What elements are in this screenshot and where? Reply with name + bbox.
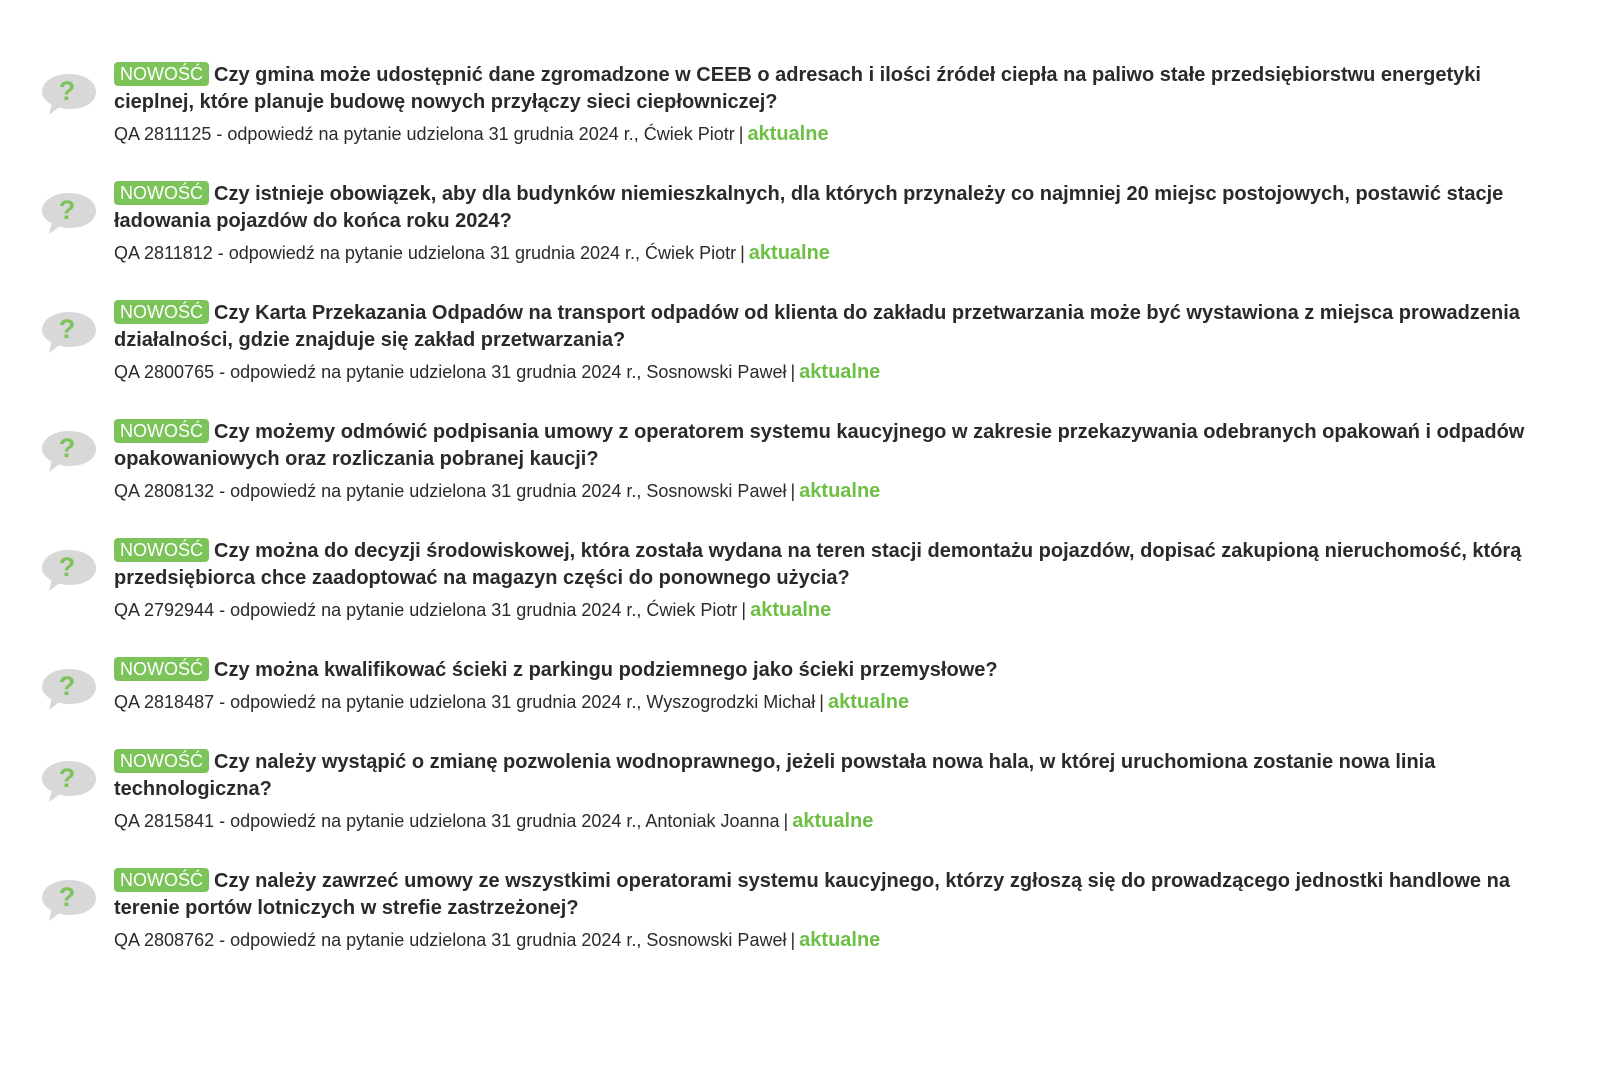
- question-link[interactable]: Czy możemy odmówić podpisania umowy z operatorem systemu kaucyjnego w zakresie przekazywania odebranych opakowań i odpadów opakowaniowych oraz rozliczania pobranej kaucji?: [114, 421, 1525, 470]
- question-bubble-icon: [40, 665, 98, 713]
- question-title: [114, 538, 1560, 592]
- question-bubble-icon: [40, 189, 98, 237]
- question-meta-text: QA 2808132 - odpowiedź na pytanie udzielona 31 grudnia 2024 r., Sosnowski Paweł: [114, 481, 787, 501]
- question-bubble-icon: [40, 876, 98, 924]
- question-meta-text: QA 2800765 - odpowiedź na pytanie udzielona 31 grudnia 2024 r., Sosnowski Paweł: [114, 362, 787, 382]
- qa-list-item: [40, 538, 1560, 623]
- question-meta-text: QA 2811812 - odpowiedź na pytanie udzielona 31 grudnia 2024 r., Ćwiek Piotr: [114, 243, 737, 263]
- question-link[interactable]: Czy Karta Przekazania Odpadów na transport odpadów od klienta do zakładu przetwarzania może być wystawiona z miejsca prowadzenia działalności, gdzie znajduje się zakład przetwarzania?: [114, 302, 1520, 351]
- question-meta-text: QA 2815841 - odpowiedź na pytanie udzielona 31 grudnia 2024 r., Antoniak Joanna: [114, 811, 780, 831]
- svg-text:?: ?: [58, 552, 76, 582]
- status-label: aktualne: [750, 599, 832, 621]
- question-title: [114, 300, 1560, 354]
- qa-list-item: [40, 749, 1560, 834]
- question-bubble-icon: [40, 70, 98, 118]
- svg-text:?: ?: [58, 671, 76, 701]
- question-meta: [114, 689, 1560, 715]
- question-meta-text: QA 2818487 - odpowiedź na pytanie udzielona 31 grudnia 2024 r., Wyszogrodzki Michał: [114, 692, 816, 712]
- question-link[interactable]: Czy można do decyzji środowiskowej, która została wydana na teren stacji demontażu pojazdów, dopisać zakupioną nieruchomość, którą przedsiębiorca chce zaadoptować na magazyn części do ponownego użycia?: [114, 540, 1522, 589]
- question-bubble-icon: [40, 308, 98, 356]
- meta-separator: |: [790, 930, 796, 950]
- question-title: [114, 419, 1560, 473]
- svg-text:?: ?: [58, 76, 76, 106]
- question-meta: [114, 597, 1560, 623]
- question-title: [114, 657, 1560, 684]
- question-meta: [114, 121, 1560, 147]
- question-link[interactable]: Czy należy zawrzeć umowy ze wszystkimi operatorami systemu kaucyjnego, którzy zgłoszą się do prowadzącego jednostki handlowe na terenie portów lotniczych w strefie zastrzeżonej?: [114, 870, 1510, 919]
- meta-separator: |: [819, 692, 824, 712]
- meta-separator: |: [790, 481, 796, 501]
- meta-separator: |: [740, 243, 745, 263]
- question-link[interactable]: Czy można kwalifikować ścieki z parkingu podziemnego jako ścieki przemysłowe?: [214, 659, 998, 681]
- question-meta: [114, 927, 1560, 953]
- question-title: [114, 868, 1560, 922]
- svg-text:?: ?: [58, 314, 76, 344]
- qa-list-item: [40, 181, 1560, 266]
- new-badge: NOWOŚĆ: [114, 300, 209, 324]
- question-meta-text: QA 2808762 - odpowiedź na pytanie udzielona 31 grudnia 2024 r., Sosnowski Paweł: [114, 930, 787, 950]
- question-bubble-icon: [40, 757, 98, 805]
- svg-text:?: ?: [58, 882, 76, 912]
- question-title: [114, 181, 1560, 235]
- status-label: aktualne: [748, 242, 830, 264]
- question-title: [114, 62, 1560, 116]
- svg-text:?: ?: [58, 433, 76, 463]
- status-label: aktualne: [799, 929, 881, 951]
- status-label: aktualne: [792, 810, 874, 832]
- new-badge: NOWOŚĆ: [114, 538, 209, 562]
- meta-separator: |: [741, 600, 747, 620]
- status-label: aktualne: [799, 361, 881, 383]
- status-label: aktualne: [747, 123, 829, 145]
- new-badge: NOWOŚĆ: [114, 657, 209, 681]
- meta-separator: |: [738, 124, 744, 144]
- question-meta: [114, 359, 1560, 385]
- question-title: [114, 749, 1560, 803]
- meta-separator: |: [790, 362, 796, 382]
- svg-text:?: ?: [58, 195, 76, 225]
- new-badge: NOWOŚĆ: [114, 62, 209, 86]
- qa-list-item: [40, 657, 1560, 715]
- question-link[interactable]: Czy gmina może udostępnić dane zgromadzone w CEEB o adresach i ilości źródeł ciepła na paliwo stałe przedsiębiorstwu energetyki cieplnej, które planuje budowę nowych przyłączy sieci ciepłowniczej?: [114, 64, 1481, 113]
- question-meta: [114, 240, 1560, 266]
- new-badge: NOWOŚĆ: [114, 181, 209, 205]
- question-link[interactable]: Czy należy wystąpić o zmianę pozwolenia wodnoprawnego, jeżeli powstała nowa hala, w której uruchomiona zostanie nowa linia technologiczna?: [114, 751, 1436, 800]
- status-label: aktualne: [827, 691, 910, 713]
- meta-separator: |: [783, 811, 789, 831]
- qa-list-item: [40, 419, 1560, 504]
- qa-list: [40, 62, 1560, 987]
- question-meta-text: QA 2811125 - odpowiedź na pytanie udzielona 31 grudnia 2024 r., Ćwiek Piotr: [114, 124, 735, 144]
- question-meta-text: QA 2792944 - odpowiedź na pytanie udzielona 31 grudnia 2024 r., Ćwiek Piotr: [114, 600, 738, 620]
- qa-list-item: [40, 62, 1560, 147]
- svg-text:?: ?: [58, 763, 76, 793]
- question-bubble-icon: [40, 546, 98, 594]
- new-badge: NOWOŚĆ: [114, 749, 209, 773]
- question-bubble-icon: [40, 427, 98, 475]
- new-badge: NOWOŚĆ: [114, 868, 209, 892]
- qa-list-item: [40, 868, 1560, 953]
- qa-list-item: [40, 300, 1560, 385]
- question-meta: [114, 478, 1560, 504]
- question-meta: [114, 808, 1560, 834]
- new-badge: NOWOŚĆ: [114, 419, 209, 443]
- status-label: aktualne: [799, 480, 881, 502]
- question-link[interactable]: Czy istnieje obowiązek, aby dla budynków niemieszkalnych, dla których przynależy co najmniej 20 miejsc postojowych, postawić stacje ładowania pojazdów do końca roku 2024?: [114, 183, 1504, 232]
